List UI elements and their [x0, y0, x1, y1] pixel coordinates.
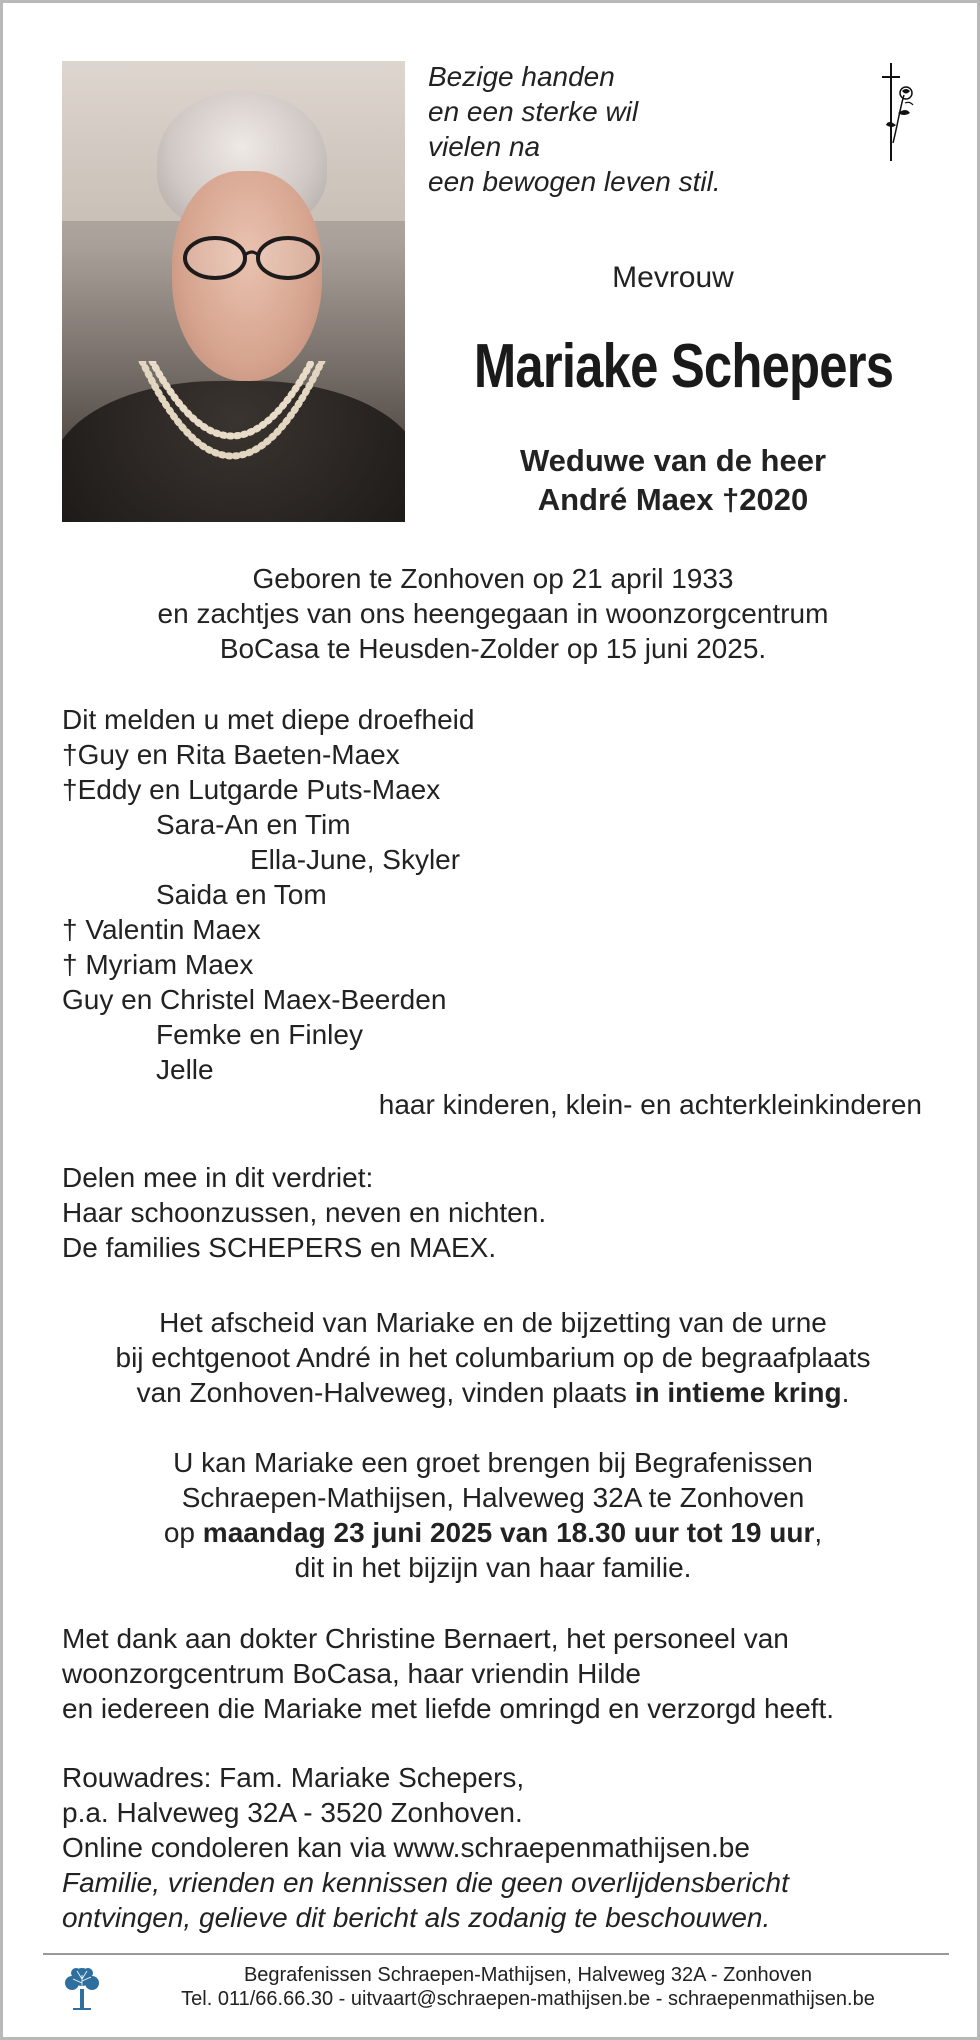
- text-line: [43, 1375, 943, 1410]
- spouse-line: Weduwe van de heer: [519, 443, 827, 478]
- tree-icon: [61, 1965, 103, 2011]
- birth-death-info: [43, 561, 943, 666]
- poem-line: en een sterke wil: [428, 96, 639, 127]
- family-intro: Dit melden u met diepe droefheid: [62, 704, 475, 735]
- text-fragment: .: [841, 1377, 850, 1408]
- text-line: Familie, vrienden en kennissen die geen overlijdensbericht: [62, 1867, 789, 1898]
- text-line: Delen mee in dit verdriet:: [62, 1162, 374, 1193]
- portrait-photo: [62, 61, 405, 522]
- glasses-icon: [180, 233, 325, 283]
- visitation-block: [43, 1445, 943, 1585]
- footer-text: [108, 1963, 948, 2011]
- thanks-block: [62, 1621, 932, 1726]
- text-line: en zachtjes van ons heengegaan in woonzorgcentrum: [157, 598, 829, 629]
- text-line: BoCasa te Heusden-Zolder op 15 juni 2025.: [219, 633, 767, 664]
- spouse-line: André Maex †2020: [537, 482, 809, 517]
- text-line: De families SCHEPERS en MAEX.: [62, 1232, 497, 1263]
- spouse-info: [463, 441, 883, 519]
- text-line: ontvingen, gelieve dit bericht als zodanig te beschouwen.: [62, 1902, 771, 1933]
- poem: [428, 59, 721, 199]
- text-line: woonzorgcentrum BoCasa, haar vriendin Hilde: [62, 1658, 641, 1689]
- footer-line: Tel. 011/66.66.30 - uitvaart@schraepen-mathijsen.be - schraepenmathijsen.be: [181, 1988, 875, 2010]
- pearl-necklace-icon: [122, 361, 342, 501]
- text-line: Haar schoonzussen, neven en nichten.: [62, 1197, 547, 1228]
- family-line: Jelle: [156, 1054, 214, 1085]
- cross-rose-icon: [878, 63, 918, 163]
- footer-line: Begrafenissen Schraepen-Mathijsen, Halveweg 32A - Zonhoven: [243, 1964, 813, 1986]
- text-line: [43, 1515, 943, 1550]
- family-line: † Valentin Maex: [62, 914, 261, 945]
- family-line: Ella-June, Skyler: [250, 844, 461, 875]
- sharing-block: [62, 1160, 932, 1265]
- text-line: Het afscheid van Mariake en de bijzetting van de urne: [159, 1307, 827, 1338]
- family-line: Femke en Finley: [156, 1019, 363, 1050]
- text-fragment: op: [163, 1517, 203, 1548]
- poem-line: een bewogen leven stil.: [428, 166, 721, 197]
- text-line: bij echtgenoot André in het columbarium op de begraafplaats: [115, 1342, 871, 1373]
- family-line: Sara-An en Tim: [156, 809, 351, 840]
- footer-divider: [43, 1953, 949, 1955]
- family-line: † Myriam Maex: [62, 949, 254, 980]
- text-line: Geboren te Zonhoven op 21 april 1933: [252, 563, 734, 594]
- text-fragment: van Zonhoven-Halveweg, vinden plaats: [136, 1377, 635, 1408]
- text-fragment: ,: [814, 1517, 823, 1548]
- family-line: Guy en Christel Maex-Beerden: [62, 984, 447, 1015]
- poem-line: Bezige handen: [428, 61, 615, 92]
- family-line: †Eddy en Lutgarde Puts-Maex: [62, 774, 441, 805]
- poem-line: vielen na: [428, 131, 541, 162]
- text-line: Rouwadres: Fam. Mariake Schepers,: [62, 1762, 525, 1793]
- family-line: Saida en Tom: [156, 879, 327, 910]
- text-line: Schraepen-Mathijsen, Halveweg 32A te Zonhoven: [181, 1482, 805, 1513]
- text-line: U kan Mariake een groet brengen bij Begrafenissen: [173, 1447, 813, 1478]
- emphasis-text: in intieme kring: [634, 1377, 842, 1408]
- salutation: Mevrouw: [612, 261, 734, 294]
- text-line: Met dank aan dokter Christine Bernaert, het personeel van: [62, 1623, 789, 1654]
- text-line: en iedereen die Mariake met liefde omringd en verzorgd heeft.: [62, 1693, 834, 1724]
- visitation-datetime: maandag 23 juni 2025 van 18.30 uur tot 19 uur: [202, 1517, 815, 1548]
- family-list: [62, 702, 932, 1122]
- text-line: p.a. Halveweg 32A - 3520 Zonhoven.: [62, 1797, 523, 1828]
- text-line: dit in het bijzijn van haar familie.: [294, 1552, 692, 1583]
- farewell-block: [43, 1305, 943, 1410]
- condolence-line: Online condoleren kan via www.schraepenmathijsen.be: [62, 1832, 750, 1863]
- deceased-name: Mariake Schepers: [473, 332, 894, 401]
- family-line: †Guy en Rita Baeten-Maex: [62, 739, 400, 770]
- family-closing: haar kinderen, klein- en achterkleinkinderen: [378, 1089, 922, 1120]
- address-block: [62, 1760, 932, 1935]
